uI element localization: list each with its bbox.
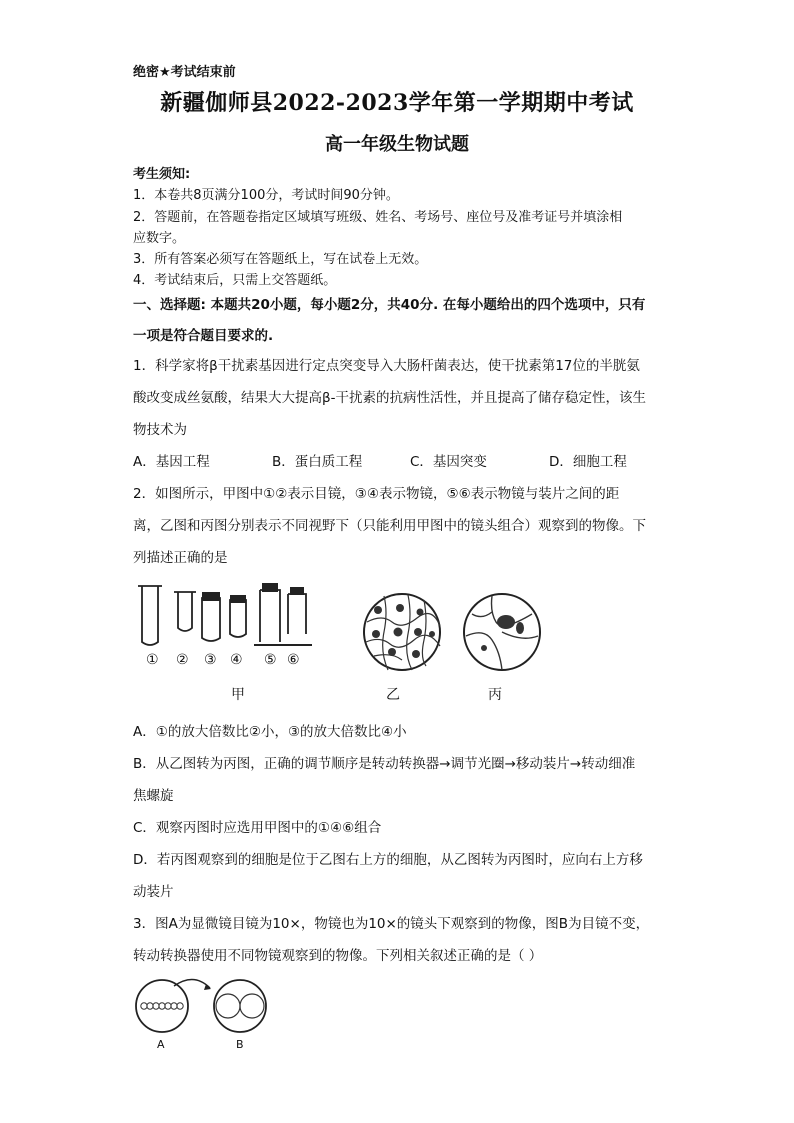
q2-option-c[interactable]: C．观察丙图时应选用甲图中的①④⑥组合 [133,820,382,836]
secret-mark: 绝密★考试结束前 [133,65,236,80]
notice-line: 应数字。 [133,231,186,246]
q2-option-d[interactable]: D．若丙图观察到的细胞是位于乙图右上方的细胞，从乙图转为丙图时，应向右上方移 [133,852,643,868]
objective-6-icon [288,594,306,634]
q2-option-b-cont: 焦螺旋 [133,788,174,804]
notice-line: 2．答题前，在答题卷指定区域填写班级、姓名、考场号、座位号及准考证号并填涂相 [133,210,623,225]
q3-label-a: A [157,1038,165,1051]
lens-label-6: ⑥ [287,652,300,668]
notice-heading: 考生须知: [133,167,191,182]
lens-label-2: ② [176,652,189,668]
q1-option-b[interactable]: B．蛋白质工程 [272,454,363,470]
q2-option-a[interactable]: A．①的放大倍数比②小，③的放大倍数比④小 [133,724,407,740]
q1-option-d[interactable]: D．细胞工程 [549,454,627,470]
lens-label-4: ④ [230,652,243,668]
q2-text-line: 列描述正确的是 [133,550,228,566]
q3-figure [134,978,274,1040]
q1-option-c[interactable]: C．基因突变 [410,454,487,470]
lens-label-5: ⑤ [264,652,277,668]
view-bing-figure [462,592,542,672]
eyepiece-2-icon [174,592,196,631]
q2-text-line: 离，乙图和丙图分别表示不同视野下（只能利用甲图中的镜头组合）观察到的物像。下 [133,518,646,534]
notice-line: 3．所有答案必须写在答题纸上，写在试卷上无效。 [133,252,428,267]
q1-option-a[interactable]: A．基因工程 [133,454,210,470]
lens-label-3: ③ [204,652,217,668]
q3-label-b: B [236,1038,244,1051]
caption-jia: 甲 [231,687,245,703]
lens-label-1: ① [146,652,159,668]
objective-5-icon [260,590,280,642]
section-heading-line: 一、选择题: 本题共20小题，每小题2分，共40分. 在每小题给出的四个选项中，只有 [133,297,646,313]
objective-4-icon [230,600,246,637]
exam-title: 新疆伽师县2022-2023学年第一学期期中考试 [160,90,634,116]
exam-subtitle: 高一年级生物试题 [325,134,469,155]
q3-text-line: 3．图A为显微镜目镜为10×，物镜也为10×的镜头下观察到的物像，图B为目镜不变， [133,916,650,932]
q2-text-line: 2．如图所示，甲图中①②表示目镜，③④表示物镜，⑤⑥表示物镜与装片之间的距 [133,486,620,502]
q3-text-line: 转动转换器使用不同物镜观察到的物像。下列相关叙述正确的是（ ） [133,948,543,964]
caption-yi: 乙 [386,687,400,703]
q1-text-line: 酸改变成丝氨酸，结果大大提高β-干扰素的抗病性活性，并且提高了储存稳定性，该生 [133,390,646,406]
q1-text-line: 1．科学家将β干扰素基因进行定点突变导入大肠杆菌表达，使干扰素第17位的半胱氨 [133,358,640,374]
section-heading-line: 一项是符合题目要求的. [133,328,274,344]
notice-line: 4．考试结束后，只需上交答题纸。 [133,273,337,288]
q2-option-d-cont: 动装片 [133,884,174,900]
q2-option-b[interactable]: B．从乙图转为丙图，正确的调节顺序是转动转换器→调节光圈→移动装片→转动细准 [133,756,636,772]
eyepiece-1-icon [138,586,162,645]
objective-3-icon [202,598,220,641]
caption-bing: 丙 [488,687,502,703]
notice-line: 1．本卷共8页满分100分，考试时间90分钟。 [133,188,399,203]
q1-text-line: 物技术为 [133,422,187,438]
view-yi-figure [362,592,442,672]
